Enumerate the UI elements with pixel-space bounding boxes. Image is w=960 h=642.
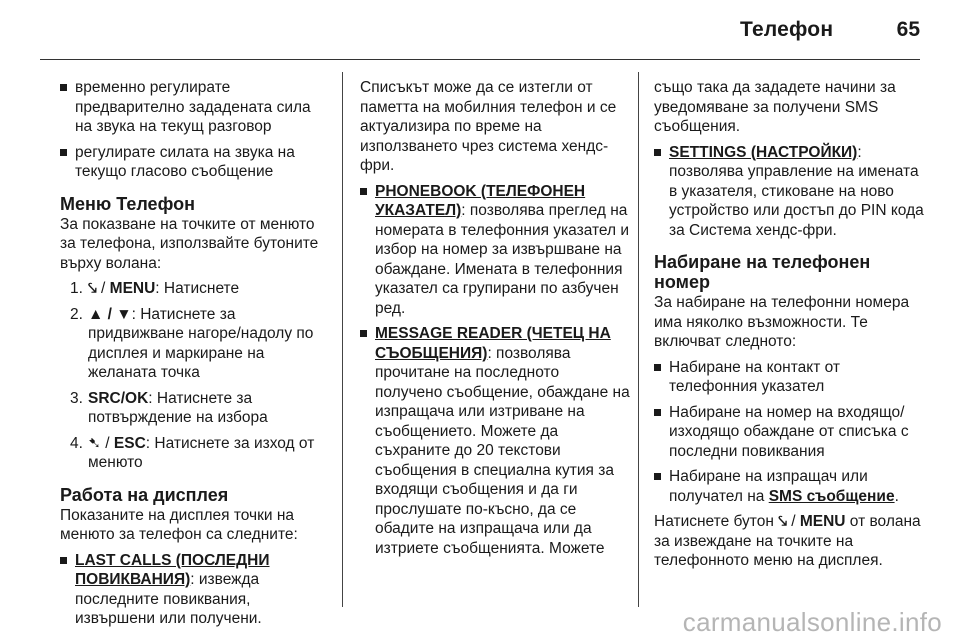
key-label: SRC/OK <box>88 389 149 407</box>
list-item: временно регулирате предварително зададената сила на звука на текущ разговор <box>60 78 332 137</box>
section-heading: Работа на дисплея <box>60 484 229 505</box>
up-down-arrows-icon: ▲ / ▼ <box>88 305 132 323</box>
column-middle <box>360 78 630 564</box>
paragraph: Натиснете бутон ⤥ / MENU от волана за извеждане на точките на телефонното меню на дисплея. <box>654 513 921 569</box>
page-title: Телефон <box>740 18 834 41</box>
phone-answer-icon: ⤥ <box>88 280 97 297</box>
list-item: регулирате силата на звука на текущо гласово съобщение <box>60 143 332 182</box>
column-divider <box>342 72 343 607</box>
paragraph: За набиране на телефонни номера има няколко възможности. Те включват следното: <box>654 294 910 350</box>
section-heading: Набиране на телефонен номер <box>654 252 871 292</box>
column-left <box>60 78 332 635</box>
step-number: 3. <box>70 389 83 407</box>
step-item: 1. ⤥ / MENU: Натиснете <box>70 280 240 297</box>
column-divider <box>638 72 639 607</box>
list-item: PHONEBOOK (ТЕЛЕФОНЕН УКАЗАТЕЛ): позволява преглед на номерата в телефонния указател и избор на номер за извършване на обаждане. Имената в телефонния указател са групирани по азбучен ред. <box>360 182 630 319</box>
section-heading: Меню Телефон <box>60 193 195 214</box>
menu-key-label: LAST CALLS (ПОСЛЕДНИ ПОВИКВАНИЯ) <box>75 551 270 588</box>
list-item: Набиране на номер на входящо/ изходящо обаждане от списъка с последни повиквания <box>654 403 924 462</box>
paragraph: За показване на точките от менюто за телефона, използвайте бутоните върху волана: <box>60 215 319 272</box>
list-item: MESSAGE READER (ЧЕТЕЦ НА СЪОБЩЕНИЯ): позволява прочитане на последното получено съобщение, обаждане на изпращача или изтриване на съобщението. Можете да съхраните до 20 текстови съобщения в специална кутия за входящи съобщения и да ги прослушате по-късно, да се обадите на изпращача или да изтриете съобщенията. Можете <box>360 324 630 558</box>
header-rule <box>40 59 920 60</box>
list-item: LAST CALLS (ПОСЛЕДНИ ПОВИКВАНИЯ): извежда последните повиквания, извършени или получени. <box>60 551 332 629</box>
key-label: MENU <box>799 513 846 530</box>
phone-hangup-icon: ➷ <box>88 434 101 452</box>
step-item: 3. SRC/OK: Натиснете за потвърждение на избора <box>70 389 268 426</box>
column-right <box>654 78 924 577</box>
list-item: Набиране на контакт от телефонния указател <box>654 358 924 397</box>
page-number: 65 <box>896 18 920 41</box>
list-item: SETTINGS (НАСТРОЙКИ): позволява управление на имената в указателя, стиковане на ново устройство или достъп до PIN кода за Система хендс-фри. <box>654 143 924 241</box>
paragraph: Списъкът може да се изтегли от паметта на мобилния телефон и се актуализира по време на използването чрез система хендс-фри. <box>360 79 617 174</box>
step-number: 1. <box>70 280 83 297</box>
watermark: carmanualsonline.info <box>682 607 942 637</box>
menu-key-label: SMS съобщение <box>768 487 895 505</box>
paragraph: Показаните на дисплея точки на менюто за телефон са следните: <box>60 506 298 543</box>
phone-answer-icon: ⤥ <box>778 513 787 530</box>
menu-key-label: PHONEBOOK (ТЕЛЕФОНЕН УКАЗАТЕЛ) <box>375 182 586 219</box>
step-number: 4. <box>70 434 83 452</box>
step-item: 4. ➷ / ESC: Натиснете за изход от менюто <box>70 434 315 471</box>
list-item: Набиране на изпращач или получател на SMS съобщение. <box>654 467 924 506</box>
paragraph: също така да зададете начини за уведомяване за получени SMS съобщения. <box>654 79 896 135</box>
key-label: ESC <box>113 434 146 452</box>
step-number: 2. <box>70 305 83 323</box>
menu-key-label: SETTINGS (НАСТРОЙКИ) <box>669 143 858 161</box>
key-label: MENU <box>109 280 156 297</box>
step-item: 2. ▲ / ▼: Натиснете за придвижване нагоре/надолу по дисплея и маркиране на желаната точка <box>70 305 314 381</box>
menu-key-label: MESSAGE READER (ЧЕТЕЦ НА СЪОБЩЕНИЯ) <box>375 325 611 362</box>
